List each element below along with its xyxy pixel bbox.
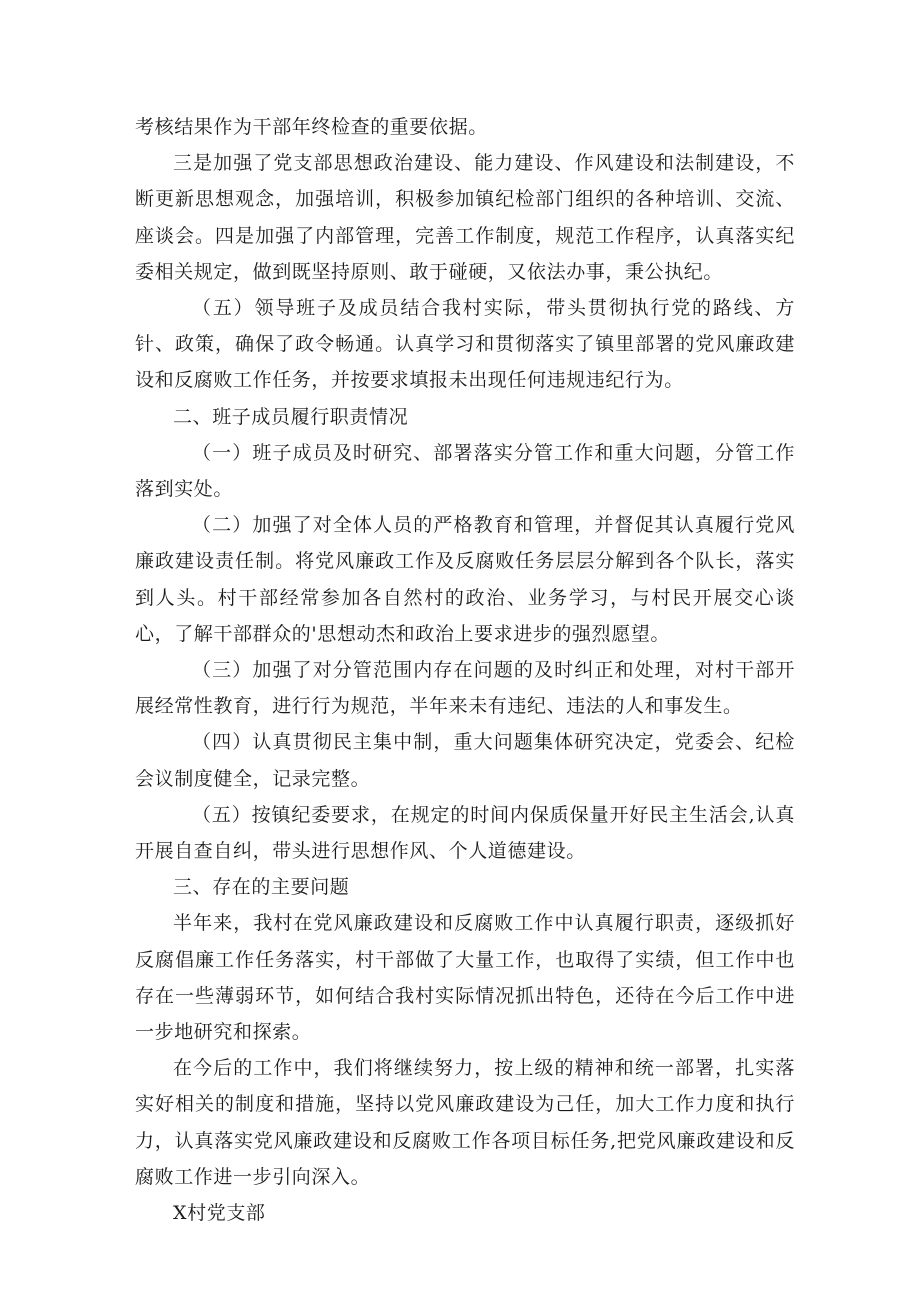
paragraph-item-2: （二）加强了对全体人员的严格教育和管理，并督促其认真履行党风廉政建设责任制。将党风廉政工作及反腐败任务层层分解到各个队长，落实到人头。村干部经常参加各自然村的政治、业务学习，与村民开展交心谈心，了解干部群众的'思想动杰和政治上要求进步的强烈愿望。: [135, 514, 795, 645]
section-heading-problems: 三、存在的主要问题: [173, 876, 350, 899]
paragraph-strengthening: 三是加强了党支部思想政治建设、能力建设、作风建设和法制建设，不断更新思想观念，加强培训，积极参加镇纪检部门组织的各种培训、交流、座谈会。四是加强了内部管理，完善工作制度，规范工作程序，认真落实纪委相关规定，做到既坚持原则、敢于碰硬，又依法办事，秉公执纪。: [135, 152, 795, 283]
paragraph-item-1: （一）班子成员及时研究、部署落实分管工作和重大问题，分管工作落到实处。: [135, 441, 795, 501]
paragraph-item-5-leadership: （五）领导班子及成员结合我村实际，带头贯彻执行党的路线、方针、政策，确保了政令畅通。认真学习和贯彻落实了镇里部署的党风廉政建设和反腐败工作任务，并按要求填报未出现任何违规违纪行为。: [135, 297, 795, 392]
paragraph-problems: 半年来，我村在党风廉政建设和反腐败工作中认真履行职责，逐级抓好反腐倡廉工作任务落实，村干部做了大量工作，也取得了实绩，但工作中也存在一些薄弱环节，如何结合我村实际情况抓出特色，还待在今后工作中进一步地研究和探索。: [135, 912, 795, 1044]
document-body: [135, 109, 795, 1231]
paragraph-item-3: （三）加强了对分管范围内存在问题的及时纠正和处理，对村干部开展经常性教育，进行行为规范，半年来未有违纪、违法的人和事发生。: [135, 659, 795, 718]
paragraph-item-4: （四）认真贯彻民主集中制，重大问题集体研究决定，党委会、纪检会议制度健全，记录完整。: [135, 731, 795, 790]
signature: X村党支部: [173, 1202, 266, 1225]
section-heading-duties: 二、班子成员履行职责情况: [173, 405, 409, 428]
paragraph-continuation: 考核结果作为干部年终检查的重要依据。: [135, 116, 488, 138]
paragraph-item-5: （五）按镇纪委要求，在规定的时间内保质保量开好民主生活会,认真开展自查自纠，带头进行思想作风、个人道德建设。: [135, 803, 795, 863]
paragraph-future-work: 在今后的工作中，我们将继续努力，按上级的精神和统一部署，扎实落实好相关的制度和措施，坚持以党风廉政建设为己任，加大工作力度和执行力，认真落实党风廉政建设和反腐败工作各项目标任务,把党风廉政建设和反腐败工作进一步引向深入。: [135, 1057, 795, 1188]
